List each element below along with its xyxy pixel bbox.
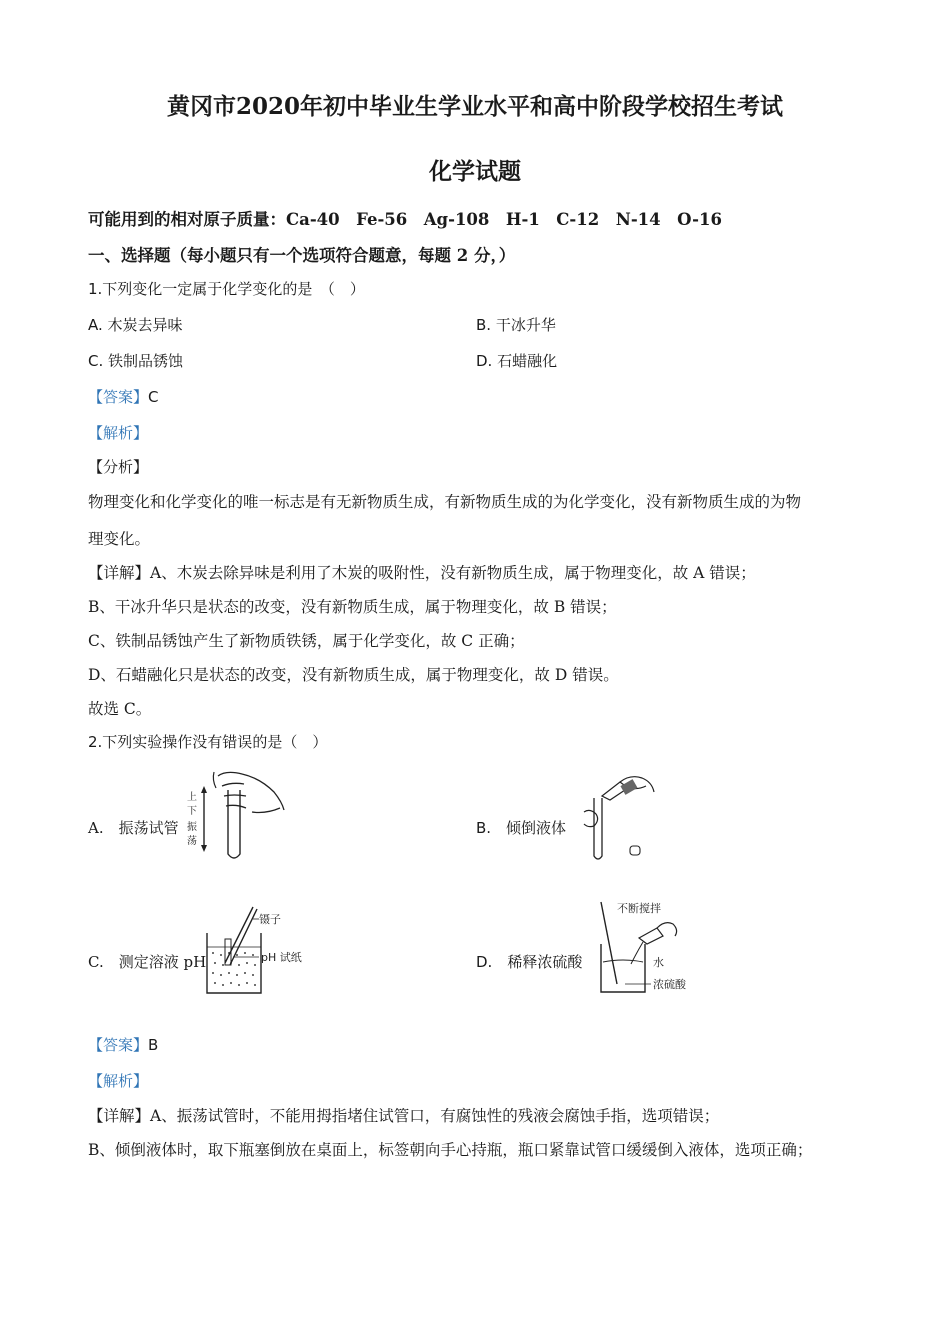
- q1-detail-b: B、干冰升华只是状态的改变，没有新物质生成，属于物理变化，故 B 错误；: [88, 598, 617, 616]
- fig-a-label-3: 振: [187, 822, 197, 833]
- answer-tag: 【答案】: [88, 388, 149, 406]
- q1-detail-a: [88, 561, 756, 583]
- q1-analysis-tag: 【解析】: [88, 424, 149, 442]
- page-title: 黄冈市2020年初中毕业生学业水平和高中阶段学校招生考试: [166, 93, 783, 120]
- fig-d-label-water: 水: [653, 956, 664, 969]
- q1-conclusion: 故选 C。: [88, 700, 152, 718]
- q1-fenxi-text-2: 理变化。: [88, 530, 151, 548]
- fig-a-label-2: 下: [187, 806, 197, 817]
- q2-analysis-tag: 【解析】: [88, 1072, 149, 1090]
- dilute-acid-figure: [595, 898, 705, 998]
- fig-c-label-paper: pH 试纸: [261, 951, 302, 964]
- q1-answer: [88, 386, 159, 407]
- q1-fenxi-text-1: 物理变化和化学变化的唯一标志是有无新物质生成，有新物质生成的为化学变化，没有新物质生成的为物: [88, 493, 802, 511]
- q2-option-a: A. 振荡试管: [88, 819, 179, 837]
- q1-fenxi-tag: 【分析】: [88, 458, 149, 476]
- q2-stem: 2.下列实验操作没有错误的是（ ）: [88, 733, 328, 751]
- q1-option-c: C. 铁制品锈蚀: [88, 352, 184, 370]
- answer-tag: 【答案】: [88, 1036, 149, 1054]
- q1-option-b: B. 干冰升华: [476, 316, 556, 334]
- q2-option-c: C. 测定溶液 pH: [88, 953, 207, 971]
- answer-value: B: [148, 1036, 159, 1054]
- detail-a-text: A、木炭去除异味是利用了木炭的吸附性，没有新物质生成，属于物理变化，故 A 错误；: [150, 564, 756, 582]
- detail-a-text: A、振荡试管时，不能用拇指堵住试管口，有腐蚀性的残液会腐蚀手指，选项错误；: [150, 1107, 720, 1125]
- measure-ph-figure: [203, 903, 315, 999]
- q2-option-d: D. 稀释浓硫酸: [476, 953, 583, 971]
- q2-option-b: B. 倾倒液体: [476, 819, 567, 837]
- detail-tag: 【详解】: [88, 564, 151, 582]
- detail-tag: 【详解】: [88, 1107, 151, 1125]
- q1-option-d: D. 石蜡融化: [476, 352, 558, 370]
- q1-detail-c: C、铁制品锈蚀产生了新物质铁锈，属于化学变化，故 C 正确；: [88, 632, 525, 650]
- shake-tube-figure: [182, 768, 292, 864]
- atomic-masses-line: 可能用到的相对原子质量：Ca-40 Fe-56 Ag-108 H-1 C-12 N-14 O-16: [88, 210, 722, 229]
- pour-liquid-figure: [580, 768, 660, 864]
- answer-value: C: [148, 388, 159, 406]
- fig-d-label-stir: 不断搅拌: [617, 902, 661, 915]
- q2-detail-b: B、倾倒液体时，取下瓶塞倒放在桌面上，标签朝向手心持瓶，瓶口紧靠试管口缓缓倒入液体，选项正确；: [88, 1141, 813, 1159]
- fig-a-label-1: 上: [187, 792, 197, 803]
- q2-answer: [88, 1034, 158, 1055]
- fig-a-label-4: 荡: [187, 836, 197, 847]
- section-heading: 一、选择题（每小题只有一个选项符合题意，每题 2 分，）: [88, 246, 516, 265]
- q2-detail-a: [88, 1104, 719, 1126]
- fig-c-label-tweezers: 镊子: [259, 913, 281, 926]
- q1-option-a: A. 木炭去异味: [88, 316, 183, 334]
- q1-detail-d: D、石蜡融化只是状态的改变，没有新物质生成，属于物理变化，故 D 错误。: [88, 666, 619, 684]
- fig-d-label-acid: 浓硫酸: [653, 978, 686, 991]
- page-subtitle: 化学试题: [429, 158, 521, 185]
- q1-stem: 1.下列变化一定属于化学变化的是 （ ）: [88, 280, 365, 298]
